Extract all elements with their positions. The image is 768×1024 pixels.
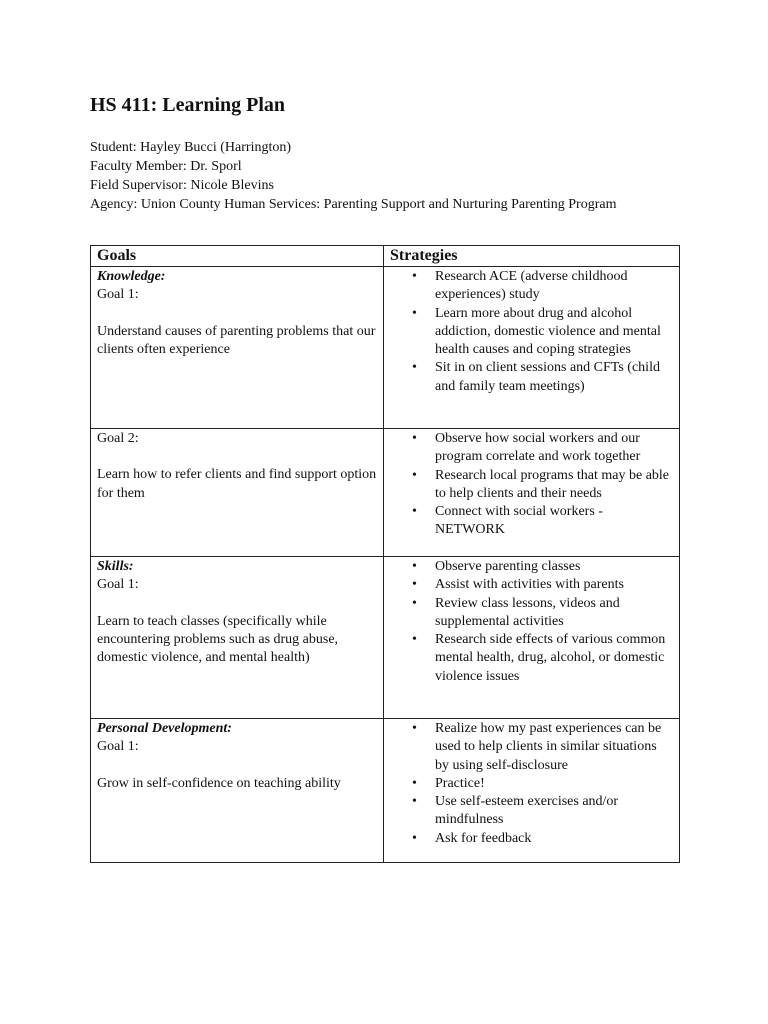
table-row [91, 719, 680, 863]
learning-plan-table [90, 245, 680, 863]
table-row [91, 429, 680, 557]
goal-cell [91, 429, 384, 557]
goal-cell [91, 719, 384, 863]
strategy-item: • Research ACE (adverse childhood experiences) study [435, 268, 673, 305]
goal-cell [91, 557, 384, 719]
strategy-item: • Sit in on client sessions and CFTs (child and family team meetings) [435, 359, 673, 396]
goal-category: Skills: [97, 559, 134, 574]
strategy-item: • Assist with activities with parents [435, 576, 673, 594]
goal-description: Learn to teach classes (specifically while encountering problems such as drug abuse, domestic violence, and mental health) [97, 613, 339, 666]
goal-cell [91, 267, 384, 429]
strategy-item: • Learn more about drug and alcohol addiction, domestic violence and mental health causes and coping strategies [435, 305, 673, 360]
strategy-item: • Ask for feedback [435, 830, 673, 848]
goal-description: Understand causes of parenting problems that our clients often experience [97, 323, 376, 357]
strategy-list [390, 558, 673, 686]
strategy-item: • Realize how my past experiences can be used to help clients in similar situations by using self-disclosure [435, 720, 673, 775]
goal-description: Grow in self-confidence on teaching ability [97, 775, 341, 791]
strategy-item: • Observe how social workers and our program correlate and work together [435, 430, 673, 467]
goal-label: Goal 1: [97, 739, 139, 755]
goal-label: Goal 1: [97, 577, 139, 593]
table-row [91, 267, 680, 429]
strategy-item: • Practice! [435, 775, 673, 793]
strategy-item: • Observe parenting classes [435, 558, 673, 576]
goal-category: Personal Development: [97, 721, 232, 736]
page-title: HS 411: Learning Plan [90, 94, 286, 116]
student-line: Student: Hayley Bucci (Harrington) [90, 140, 292, 155]
agency-line: Agency: Union County Human Services: Parenting Support and Nurturing Parenting Program [90, 197, 617, 212]
strategy-item: • Connect with social workers - NETWORK [435, 503, 673, 540]
strategy-list [390, 430, 673, 540]
goal-label: Goal 2: [97, 431, 139, 446]
strategies-cell [384, 557, 680, 719]
table-row [91, 557, 680, 719]
strategy-item: • Research local programs that may be able to help clients and their needs [435, 467, 673, 504]
strategies-cell [384, 267, 680, 429]
table-header-row [91, 246, 680, 267]
goal-label: Goal 1: [97, 287, 139, 303]
goal-category: Knowledge: [97, 269, 166, 284]
goals-header: Goals [91, 246, 384, 267]
strategy-item: • Review class lessons, videos and supplemental activities [435, 595, 673, 632]
strategies-cell [384, 719, 680, 863]
strategy-item: • Research side effects of various common mental health, drug, alcohol, or domestic violence issues [435, 631, 673, 686]
strategies-cell [384, 429, 680, 557]
faculty-line: Faculty Member: Dr. Sporl [90, 159, 242, 174]
strategy-list [390, 720, 673, 848]
strategy-list [390, 268, 673, 396]
document-meta [90, 138, 616, 214]
goal-description: Learn how to refer clients and find support option for them [97, 467, 377, 501]
strategy-item: • Use self-esteem exercises and/or mindfulness [435, 793, 673, 830]
supervisor-line: Field Supervisor: Nicole Blevins [90, 178, 274, 193]
strategies-header: Strategies [384, 246, 680, 267]
